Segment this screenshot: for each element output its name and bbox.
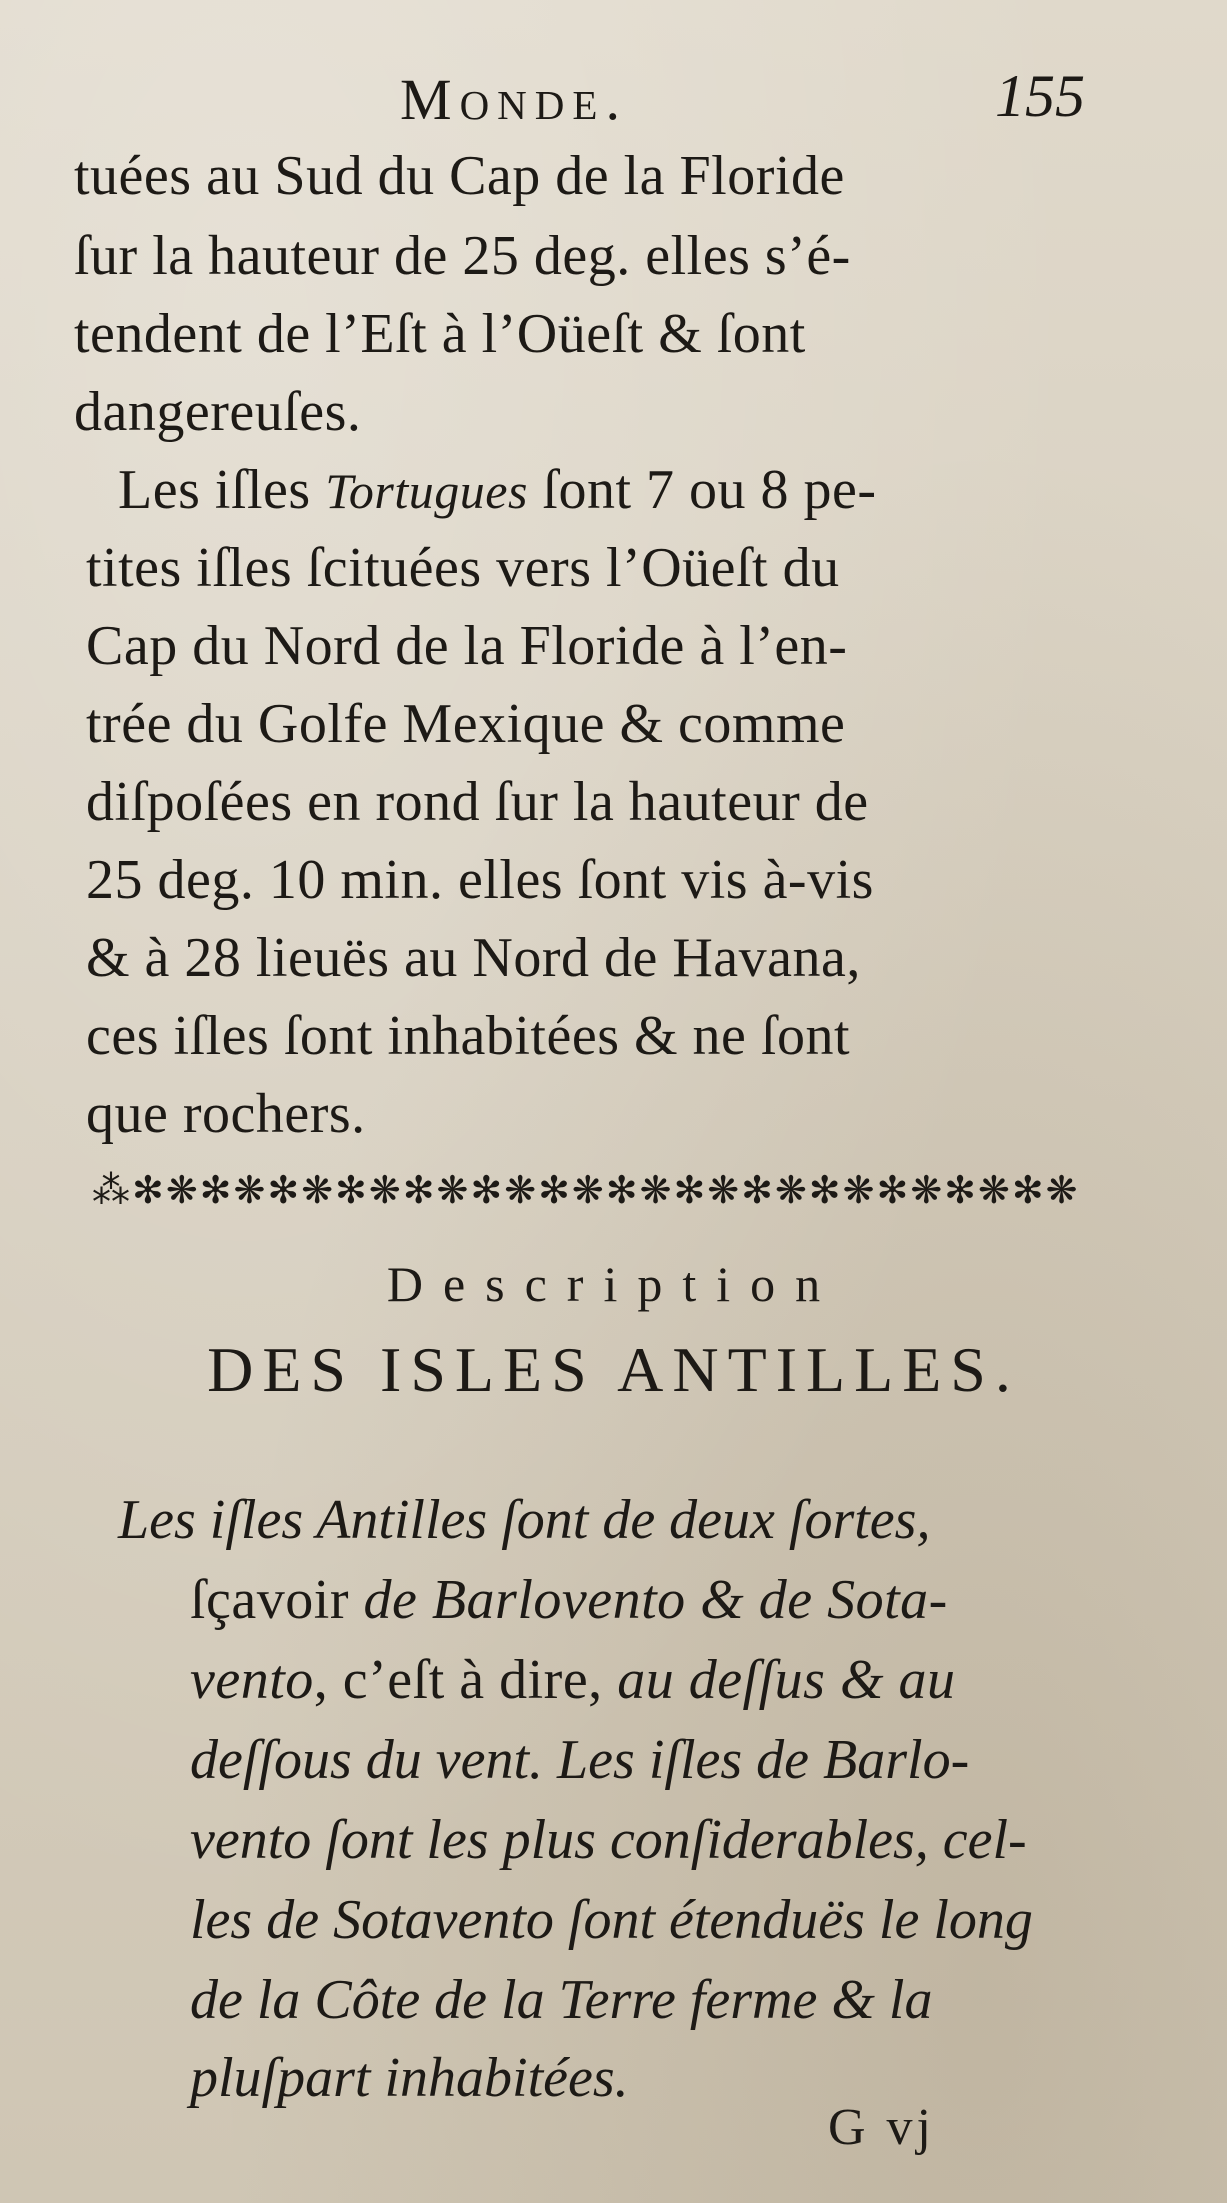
text-line <box>190 1649 956 1711</box>
text-line <box>190 1569 948 1631</box>
italic-segment: de Barlovento & de Sota- <box>363 1569 948 1631</box>
section-heading-small: Description <box>386 1256 841 1312</box>
text-line: pluſpart inhabitées. <box>190 2047 629 2109</box>
text-line: que rochers. <box>86 1083 366 1145</box>
text-line: ſur la hauteur de 25 deg. elles s’é- <box>74 225 851 287</box>
text-line: dangereuſes. <box>74 381 362 443</box>
signature-mark: G vj <box>828 2099 935 2156</box>
italic-segment: Tortugues <box>325 463 528 519</box>
text-segment: Les iſles <box>118 459 326 521</box>
text-line: vento ſont les plus conſiderables, cel- <box>190 1809 1027 1871</box>
page-number: 155 <box>995 63 1085 129</box>
text-line: les de Sotavento ſont étenduës le long <box>190 1889 1033 1951</box>
italic-segment: vento <box>190 1649 314 1711</box>
text-line: de la Côte de la Terre ferme & la <box>190 1969 933 2031</box>
text-segment: , c’eſt à dire, <box>313 1649 618 1711</box>
text-line: trée du Golfe Mexique & comme <box>86 693 846 755</box>
text-line: tendent de l’Eſt à l’Oüeſt & ſont <box>74 303 806 365</box>
text-line: diſpoſées en rond ſur la hauteur de <box>86 771 869 833</box>
text-line: tuées au Sud du Cap de la Floride <box>74 145 845 207</box>
text-line: deſſous du vent. Les iſles de Barlo- <box>190 1729 970 1791</box>
text-line <box>118 459 877 521</box>
running-head: Monde. <box>400 67 628 132</box>
italic-segment: au deſſus & au <box>617 1649 956 1711</box>
text-line: Les iſles Antilles ſont de deux ſortes, <box>118 1489 931 1551</box>
text-segment: ſçavoir <box>190 1569 364 1631</box>
text-line: 25 deg. 10 min. elles ſont vis à-vis <box>86 849 874 911</box>
text-line: & à 28 lieuës au Nord de Havana, <box>86 927 861 989</box>
text-segment: ſont 7 ou 8 pe- <box>527 459 877 521</box>
text-line: tites iſles ſcituées vers l’Oüeſt du <box>86 537 840 599</box>
text-line: ces iſles ſont inhabitées & ne ſont <box>86 1005 851 1067</box>
ornamental-divider: ⁂✻❋✻❋✻❋✻❋✻❋✻❋✻❋✻❋✻❋✻❋✻❋✻❋✻❋✻❋ <box>92 1168 1080 1212</box>
text-line: Cap du Nord de la Floride à l’en- <box>86 615 848 677</box>
section-heading-large: DES ISLES ANTILLES. <box>207 1334 1020 1405</box>
